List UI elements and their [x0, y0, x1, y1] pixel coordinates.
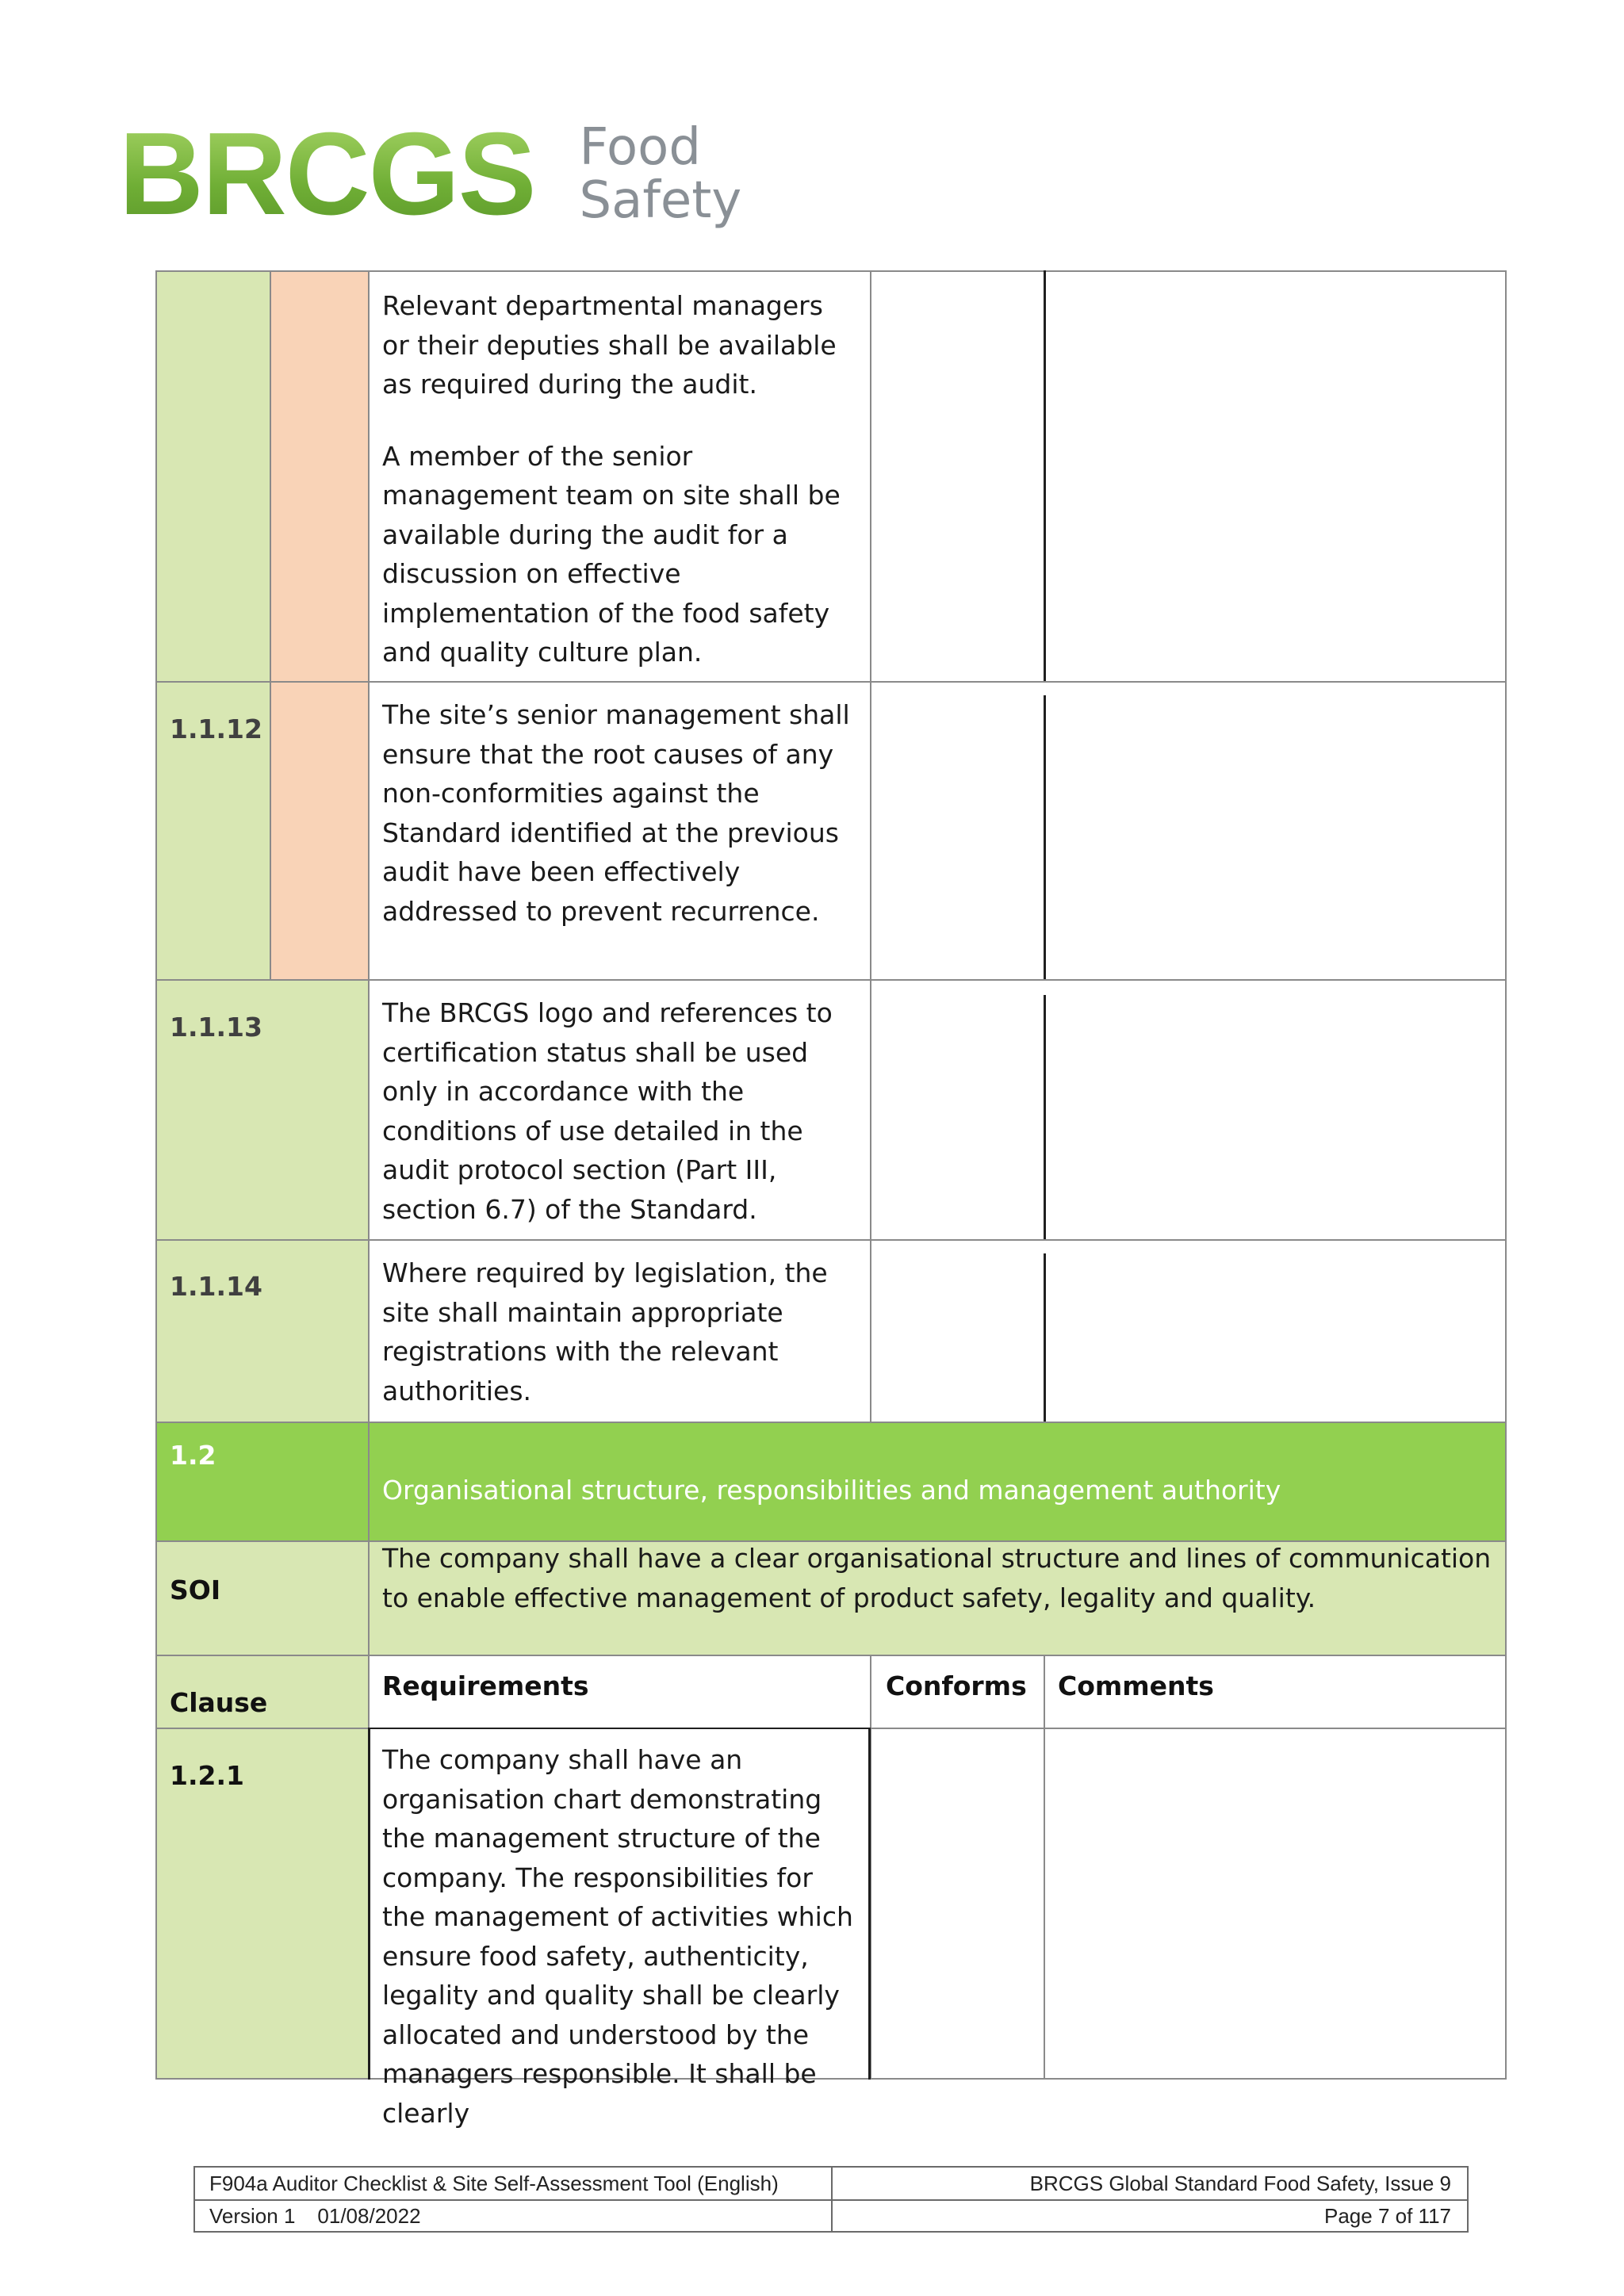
border-conforms-right-r3 [1044, 995, 1046, 1239]
footer-page-number: Page 7 of 117 [1324, 2204, 1451, 2228]
footer-divider-vertical [831, 2168, 833, 2231]
header-conforms: Conforms [886, 1670, 1027, 1701]
r2-requirement-text: The site’s senior management shall ensure that the root causes of any non-conformities against the Standard identified at the previous audit have been effectively addressed to prevent recurrence. [382, 699, 850, 927]
brcgs-food-safety-logo [119, 109, 742, 239]
footer-version [209, 2200, 421, 2232]
r5-requirement-text: The company shall have an organisation chart demonstrating the management structure of the company. The responsibilities for the management of activities which ensure food safety, authenticity, legality and quality shall be clearly allocated and understood by the managers responsible. It shall be clearly [382, 1744, 853, 2129]
border-top [155, 270, 1507, 272]
border-fundamental-left [270, 270, 271, 979]
border-conforms-right-r4 [1044, 1253, 1046, 1422]
r1-paragraph-1: Relevant departmental managers or their deputies shall be available as required during the audit. [382, 290, 837, 400]
r5-clause-number: 1.2.1 [170, 1760, 244, 1791]
border-row3 [155, 1239, 1507, 1241]
header-comments: Comments [1058, 1670, 1214, 1701]
border-soi [155, 1655, 1507, 1656]
border-left [155, 270, 157, 2080]
border-conforms-right-lower [1044, 1655, 1045, 2080]
section-title: Organisational structure, responsibilities and management authority [382, 1475, 1281, 1506]
section-number: 1.2 [170, 1440, 216, 1471]
border-conforms-right-r1 [1044, 270, 1046, 681]
footer-doc-title: F904a Auditor Checklist & Site Self-Assessment Tool (English) [209, 2172, 779, 2195]
footer-standard: BRCGS Global Standard Food Safety, Issue 9 [1029, 2172, 1451, 2195]
footer-version-label: Version 1 [209, 2204, 296, 2228]
soi-label: SOI [170, 1575, 221, 1605]
header-requirements: Requirements [382, 1670, 589, 1701]
border-requirements-right-upper [870, 270, 871, 1422]
page-footer [193, 2166, 1469, 2233]
logo-word-food: Food [579, 117, 701, 177]
fundamental-marker-r2 [270, 681, 368, 979]
r4-requirement-text: Where required by legislation, the site shall maintain appropriate registrations with the relevant authorities. [382, 1257, 828, 1406]
fundamental-marker-r1 [270, 270, 368, 681]
border-row1 [155, 681, 1507, 683]
border-r5-text-right [868, 1728, 871, 2080]
r2-clause-number: 1.1.12 [170, 714, 262, 744]
border-row2 [155, 979, 1507, 981]
checklist-table [155, 270, 1507, 2129]
border-row4 [155, 1422, 1507, 1423]
header-clause: Clause [170, 1687, 268, 1718]
r4-clause-number: 1.1.14 [170, 1271, 262, 1302]
logo-brand-text: BRCGS [119, 109, 535, 239]
border-r5-text-left [368, 1728, 370, 2080]
border-conforms-right-r2 [1044, 695, 1046, 979]
r1-requirement-text [382, 286, 858, 672]
r3-requirement-text: The BRCGS logo and references to certification status shall be used only in accordance with the conditions of use detailed in the audit protocol section (Part III, section 6.7) of the Standard. [382, 997, 833, 1225]
footer-date: 01/08/2022 [317, 2204, 421, 2228]
border-right [1505, 270, 1507, 2080]
soi-text: The company shall have a clear organisational structure and lines of communication to enable effective management of product safety, legality and quality. [382, 1543, 1492, 1613]
logo-subtitle [579, 117, 742, 230]
logo-word-safety: Safety [579, 171, 742, 230]
r3-clause-number: 1.1.13 [170, 1012, 262, 1043]
border-r5-text-top [368, 1728, 870, 1729]
r1-paragraph-2: A member of the senior management team on site shall be available during the audit for a discussion on effective implementation of the food safety and quality culture plan. [382, 440, 841, 668]
